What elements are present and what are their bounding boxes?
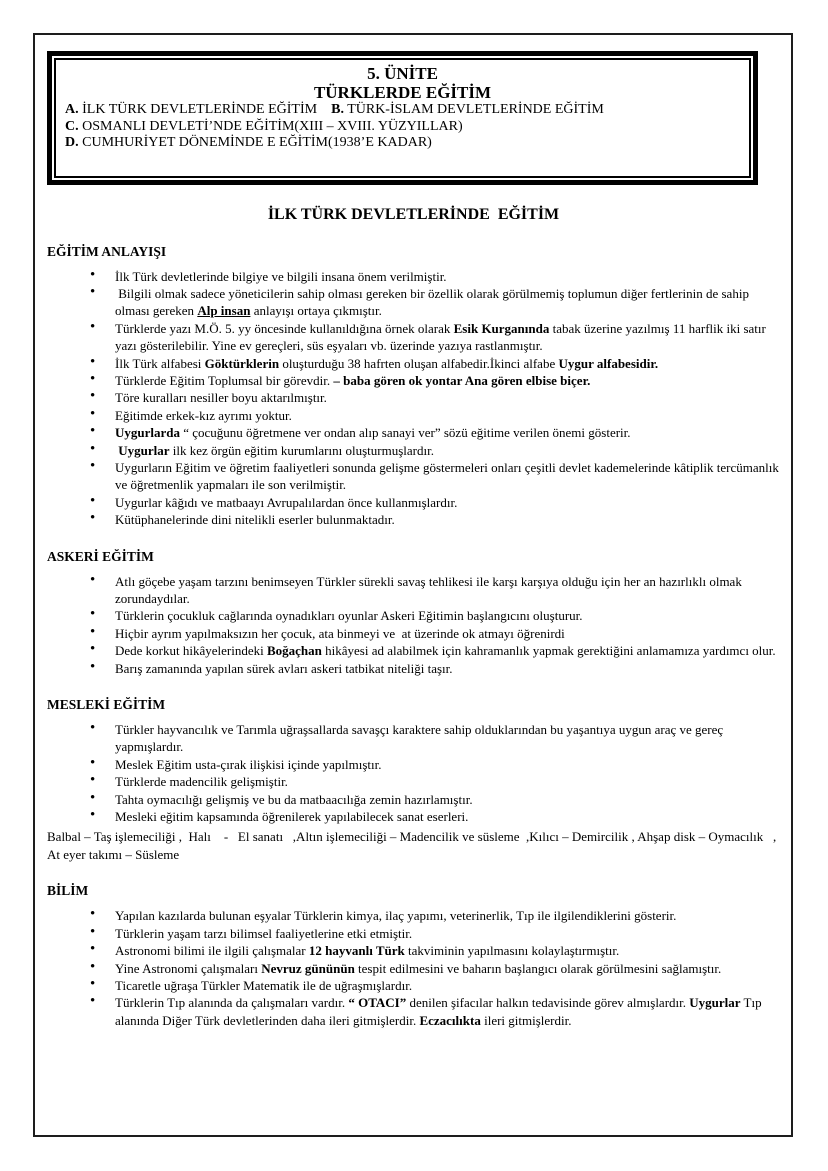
bullet-item	[88, 320, 780, 355]
header-box-item	[65, 102, 740, 119]
text-run: Türklerin yaşam tarzı bilimsel faaliyetlerine etki etmiştir.	[115, 925, 413, 941]
section-heading: MESLEKİ EĞİTİM	[47, 697, 166, 713]
page-title: İLK TÜRK DEVLETLERİNDE EĞİTİM	[267, 205, 560, 223]
text-run: TÜRK-İSLAM DEVLETLERİNDE EĞİTİM	[343, 102, 604, 117]
text-run: Meslek Eğitim usta-çırak ilişkisi içinde yapılmıştır.	[115, 756, 382, 772]
bullet-item	[88, 494, 780, 511]
bullet-list	[47, 907, 780, 1029]
text-run: Türklerde madencilik gelişmiştir.	[115, 774, 288, 790]
bullet-item	[88, 756, 780, 773]
header-box-item	[65, 119, 740, 136]
text-run: “ OTACI”	[348, 995, 407, 1011]
unit-header-box-inner	[54, 58, 751, 178]
text-run: B.	[331, 102, 344, 117]
section-egitim-anlayisi	[47, 243, 783, 529]
text-run: Uygurlar	[689, 995, 741, 1011]
text-run: Türkler hayvancılık ve Tarımla uğraşsallarda savaşçı karaktere sahip olduklarından bu yaşantıya uygun araç ve gereç yapmışlardır.	[115, 722, 727, 755]
bullet-item	[88, 511, 780, 528]
bullet-item	[88, 994, 780, 1029]
bullet-item	[88, 642, 780, 659]
text-run: Mesleki eğitim kapsamında öğrenilerek yapılabilecek sanat eserleri.	[115, 809, 469, 825]
bullet-item	[88, 960, 780, 977]
text-run: Tıp alanında Diğer Türk devletlerinden daha ileri gitmişlerdir.	[115, 995, 765, 1028]
text-run: anlayışı ortaya çıkmıştır.	[250, 303, 382, 319]
text-run: Türklerin çocukluk cağlarında oynadıkları oyunlar Askeri Eğitimin başlangıcını oluşturur.	[115, 608, 583, 624]
text-run: Hiçbir ayrım yapılmaksızın her çocuk, ata binmeyi ve at üzerinde ok atmayı öğrenirdi	[115, 625, 565, 641]
text-run: oluşturduğu 38 hafrten oluşan alfabedir.İkinci alfabe	[279, 355, 559, 371]
document-page	[33, 33, 793, 1137]
text-run: takviminin yapılmasını kolaylaştırmıştır.	[404, 943, 620, 959]
text-run: OSMANLI DEVLETİ’NDE EĞİTİM(XIII – XVIII. YÜZYILLAR)	[78, 118, 463, 134]
text-run: Alp insan	[197, 303, 251, 319]
bullet-item	[88, 459, 783, 494]
bullet-item	[88, 372, 780, 389]
bullet-item	[88, 721, 780, 756]
unit-main-title: TÜRKLERDE EĞİTİM	[313, 83, 492, 102]
text-run: A.	[65, 102, 79, 117]
text-run: – baba gören ok yontar Ana gören elbise biçer.	[333, 372, 591, 388]
text-run: Yine Astronomi çalışmaları	[115, 960, 262, 976]
bullet-item	[88, 424, 780, 441]
text-run: 12 hayvanlı Türk	[308, 943, 405, 959]
section-askeri-egitim	[47, 549, 780, 677]
text-run: Göktürklerin	[204, 355, 280, 371]
text-run: Esik Kurganında	[453, 320, 550, 336]
sections	[47, 243, 783, 1030]
text-run: hikâyesi ad alabilmek için kahramanlık yapmak gerektiğini anlamamıza yardımcı olur.	[321, 643, 776, 659]
bullet-item	[88, 607, 780, 624]
text-run: Uygurların Eğitim ve öğretim faaliyetleri sonunda gelişme göstermeleri onları çeşitli devlet kademelerinde kâtiplik tercümanlık ve öğretmenlik yapmaları ile son verilmiştir.	[115, 459, 783, 493]
bullet-item	[88, 285, 780, 320]
bullet-item	[88, 573, 780, 608]
text-run: Uygurlar kâğıdı ve matbaayı Avrupalılardan önce kullanmışlardır.	[115, 494, 458, 510]
text-run: “ çocuğunu öğretmene ver ondan alıp sanayi ver” sözü eğitime verilen önemi gösterir.	[180, 425, 631, 441]
text-run: Uygur alfabesidir.	[558, 355, 659, 371]
text-run: ilk kez örgün eğitim kurumlarını oluşturmuşlardır.	[169, 442, 434, 458]
text-run: CUMHURİYET DÖNEMİNDE E EĞİTİM(1938’E KADAR)	[78, 135, 432, 150]
bullet-item	[88, 791, 780, 808]
section-heading: EĞİTİM ANLAYIŞI	[47, 243, 167, 259]
text-run: Ticaretle uğraşa Türkler Matematik ile de uğraşmışlardır.	[115, 977, 413, 993]
bullet-item	[88, 442, 780, 459]
text-run: Eğitimde erkek-kız ayrımı yoktur.	[115, 407, 292, 423]
section-bilim	[47, 883, 780, 1029]
text-run: Nevruz gününün	[261, 960, 355, 976]
text-run: Boğaçhan	[266, 643, 322, 659]
text-run: Türklerin Tıp alanında da çalışmaları vardır.	[115, 995, 349, 1011]
text-run: Uygurlar	[118, 442, 170, 458]
bullet-list	[47, 268, 783, 529]
bullet-item	[88, 977, 780, 994]
text-run: Türklerde yazı M.Ö. 5. yy öncesinde kullanıldığına örnek olarak	[115, 320, 454, 336]
bullet-item	[88, 407, 780, 424]
text-run: denilen şifacılar halkın tedavisinde görev almışlardır.	[406, 995, 690, 1011]
text-run: ileri gitmişlerdir.	[480, 1012, 572, 1028]
bullet-item	[88, 907, 780, 924]
text-run: Atlı göçebe yaşam tarzını benimseyen Türkler sürekli savaş tehlikesi ile karşı karşıya olduğu için her an hazırlıklı olmak zorundaydılar.	[115, 573, 746, 606]
text-run: C.	[65, 118, 79, 134]
header-box-items	[65, 102, 740, 152]
section-heading: ASKERİ EĞİTİM	[47, 548, 154, 564]
text-run: Uygurlarda	[115, 425, 180, 441]
text-run: Töre kuralları nesiller boyu aktarılmıştır.	[115, 390, 327, 406]
text-run: Astronomi bilimi ile ilgili çalışmalar	[115, 943, 309, 959]
unit-number-title: 5. ÜNİTE	[367, 64, 438, 83]
text-run: Eczacılıkta	[419, 1012, 481, 1028]
text-run: İLK TÜRK DEVLETLERİNDE EĞİTİM	[78, 102, 332, 117]
text-run: Türklerde Eğitim Toplumsal bir görevdir.	[115, 372, 334, 388]
text-run: Barış zamanında yapılan sürek avları askeri tatbikat niteliği taşır.	[115, 660, 453, 676]
text-run: Kütüphanelerinde dini nitelikli eserler bulunmaktadır.	[115, 512, 395, 528]
bullet-item	[88, 389, 780, 406]
text-run: İlk Türk alfabesi	[115, 355, 205, 371]
text-run: D.	[65, 135, 79, 150]
text-run: Tahta oymacılığı gelişmiş ve bu da matbaacılığa zemin hazırlamıştır.	[115, 791, 473, 807]
bullet-item	[88, 773, 780, 790]
section-mesleki-egitim	[47, 697, 780, 863]
unit-header-box	[47, 51, 758, 185]
text-run: İlk Türk devletlerinde bilgiye ve bilgili insana önem verilmiştir.	[115, 268, 447, 284]
bullet-list	[47, 573, 780, 677]
bullet-item	[88, 268, 780, 285]
bullet-item	[88, 808, 780, 825]
bullet-item	[88, 660, 780, 677]
text-run: Dede korkut hikâyelerindeki	[115, 643, 267, 659]
bullet-item	[88, 625, 780, 642]
bullet-item	[88, 925, 780, 942]
bullet-item	[88, 355, 780, 372]
text-run: Yapılan kazılarda bulunan eşyalar Türklerin kimya, ilaç yapımı, veterinerlik, Tıp ile ilgilendiklerini gösterir.	[115, 908, 677, 924]
section-heading: BİLİM	[47, 883, 89, 899]
text-run: tespit edilmesini ve baharın başlangıcı olarak görülmesini sağlamıştır.	[354, 960, 722, 976]
text-run: Bilgili olmak sadece yöneticilerin sahip olması gereken bir özellik olarak görülmemiş toplumun diğer fertlerinin de sahip olması gereken	[115, 285, 753, 319]
header-box-item	[65, 135, 740, 152]
section-paragraph: Balbal – Taş işlemeciliği , Halı - El sanatı ,Altın işlemeciliği – Madencilik ve süsleme ,Kılıcı – Demircilik , Ahşap disk – Oymacılık , At eyer takımı – Süsleme	[47, 829, 779, 862]
bullet-list	[47, 721, 780, 825]
bullet-item	[88, 942, 780, 959]
text-run: tabak üzerine yazılmış 11 harflik iki satır yazı gösterilebilir. Yine ev gereçleri, süs eşyaları vb. üzerinde yazıya rastlanmıştır.	[115, 320, 770, 354]
